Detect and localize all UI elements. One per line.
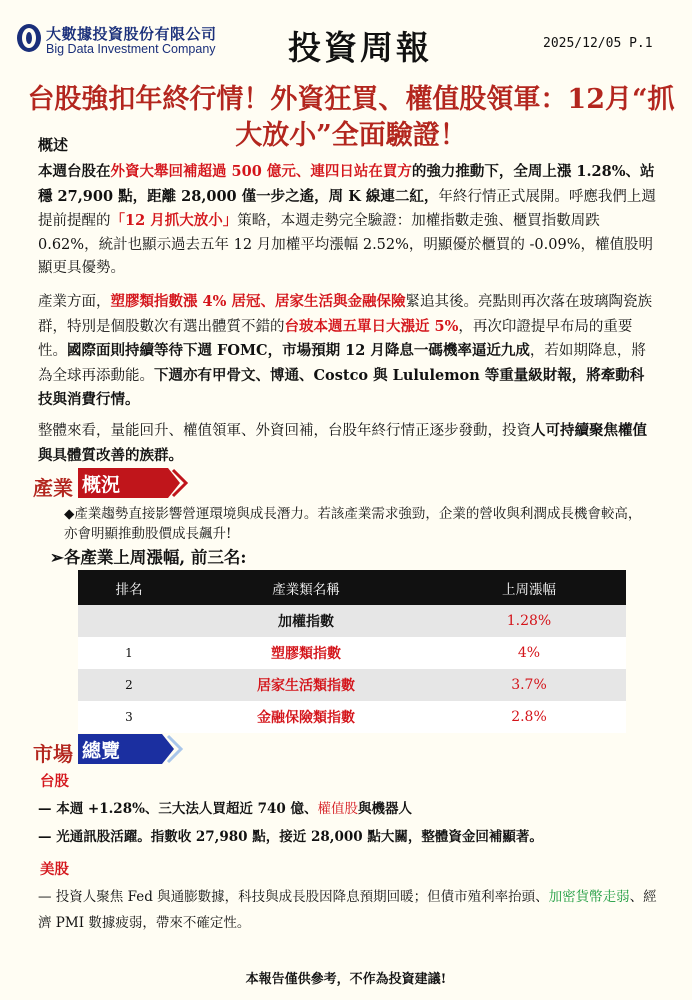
- text-segment: 緊追其後。亮點則再次落在玻璃陶瓷族群，特別是個股數次有選出體質不錯的: [38, 294, 652, 335]
- change-cell: 2.8%: [432, 701, 626, 733]
- text-segment: — 本週 +1.28%、三大法人買超近 740 億、: [38, 801, 318, 817]
- overview-paragraph-1: [38, 160, 658, 281]
- col-change: 上周漲幅: [432, 570, 626, 605]
- industry-banner-text: 概況: [82, 473, 121, 496]
- text-segment: 策略，本週走勢完全驗證：加權指數走強、櫃買指數周跌 0.62%，統計也顯示過去五年 12 月加權平均漲幅 2.52%，明顯優於櫃買的 -0.09%，權值股明顯更具優勢。: [38, 213, 653, 276]
- text-segment: 加密貨幣走弱: [548, 889, 630, 905]
- tw-label: 台股: [40, 773, 69, 790]
- text-segment: 的強力推動下，全周上漲 1.28%、站穩 27,900 點，距離 28,000 僅一步之遙，周 K 線連二紅，: [38, 163, 655, 205]
- text-segment: 「12 月抓大放小」: [110, 212, 238, 229]
- text-segment: 與機器人: [358, 801, 412, 817]
- text-segment: 整體來看，量能回升、權值領軍、外資回補，台股年終行情正逐步發動，投資: [38, 423, 531, 439]
- text-segment: 本週台股在: [38, 163, 111, 180]
- disclaimer: 本報告僅供參考，不作為投資建議!: [245, 972, 447, 987]
- tw-line-2: — 光通訊股活躍。指數收 27,980 點，接近 28,000 點大關，整體資金回補顯著。: [38, 829, 543, 845]
- text-segment: 產業方面，: [38, 294, 111, 310]
- text-segment: 台玻本週五單日大漲近 5%: [284, 317, 459, 335]
- col-rank: 排名: [78, 570, 180, 605]
- table-row: [78, 701, 626, 733]
- rank-cell: [78, 605, 180, 637]
- table-header-row: [78, 570, 626, 605]
- change-cell: 1.28%: [432, 605, 626, 637]
- rank-cell: 3: [78, 701, 180, 733]
- table-row: [78, 605, 626, 637]
- company-name-cn: 大數據投資股份有限公司: [46, 25, 217, 43]
- us-label: 美股: [40, 861, 69, 878]
- overview-paragraph-2: [38, 290, 658, 413]
- logo-icon: [14, 20, 44, 56]
- col-name: 產業類名稱: [180, 570, 432, 605]
- text-segment: 年終行情正式展開。呼應我們上週提前提醒的: [38, 188, 656, 229]
- rank-cell: 2: [78, 669, 180, 701]
- overview-paragraph-3: [38, 419, 658, 468]
- industry-banner: [78, 468, 190, 498]
- industry-note: ◆產業趨勢直接影響營運環境與成長潛力。若該產業需求強勁，企業的營收與利潤成長機會較高，亦會明顯推動股價成長飆升!: [64, 506, 642, 542]
- text-segment: 權值股: [317, 801, 358, 817]
- name-cell: 居家生活類指數: [180, 669, 432, 701]
- table-row: [78, 637, 626, 669]
- text-segment: 塑膠類指數漲 4% 居冠、居家生活與金融保險: [110, 293, 406, 310]
- name-cell: 金融保險類指數: [180, 701, 432, 733]
- text-segment: — 投資人聚焦 Fed 與通膨數據，科技與成長股因降息預期回暖；但債市殖利率抬頭、: [38, 889, 549, 905]
- industry-subhead: ➢各產業上周漲幅, 前三名:: [50, 548, 247, 567]
- text-segment: 人可持續聚焦權值與具體質改善的族群。: [38, 422, 647, 464]
- market-section-label: 市場: [33, 742, 73, 766]
- date-page: 2025/12/05 P.1: [543, 36, 653, 51]
- rank-cell: 1: [78, 637, 180, 669]
- industry-table: [78, 570, 626, 733]
- table-row: [78, 669, 626, 701]
- text-segment: ，再次印證提早布局的重要性。: [38, 318, 633, 359]
- market-banner-text: 總覽: [82, 739, 121, 762]
- text-segment: 下週亦有甲骨文、博通、Costco 與 Lululemon 等重量級財報，將牽動科技與消費行情。: [38, 366, 645, 408]
- market-banner: [78, 734, 186, 764]
- report-title: 投資周報: [288, 28, 432, 67]
- overview-label: 概述: [38, 136, 69, 154]
- change-cell: 4%: [432, 637, 626, 669]
- text-segment: 、經濟 PMI 數據疲弱，帶來不確定性。: [38, 889, 657, 931]
- us-line-1: [38, 884, 668, 936]
- name-cell: 塑膠類指數: [180, 637, 432, 669]
- text-segment: ，若如期降息，將為全球再添動能。: [38, 343, 646, 384]
- change-cell: 3.7%: [432, 669, 626, 701]
- tw-line-1: [38, 796, 668, 822]
- company-name-en: Big Data Investment Company: [46, 42, 216, 56]
- headline: 台股強扣年終行情！外資狂買、權值股領軍：12月“抓大放小”全面驗證！: [27, 84, 675, 151]
- industry-section-label: 產業: [33, 476, 73, 500]
- text-segment: 外資大舉回補超過 500 億元、連四日站在買方: [110, 163, 412, 180]
- name-cell: 加權指數: [180, 605, 432, 637]
- text-segment: 國際面則持續等待下週 FOMC，市場預期 12 月降息一碼機率逼近九成: [67, 342, 530, 359]
